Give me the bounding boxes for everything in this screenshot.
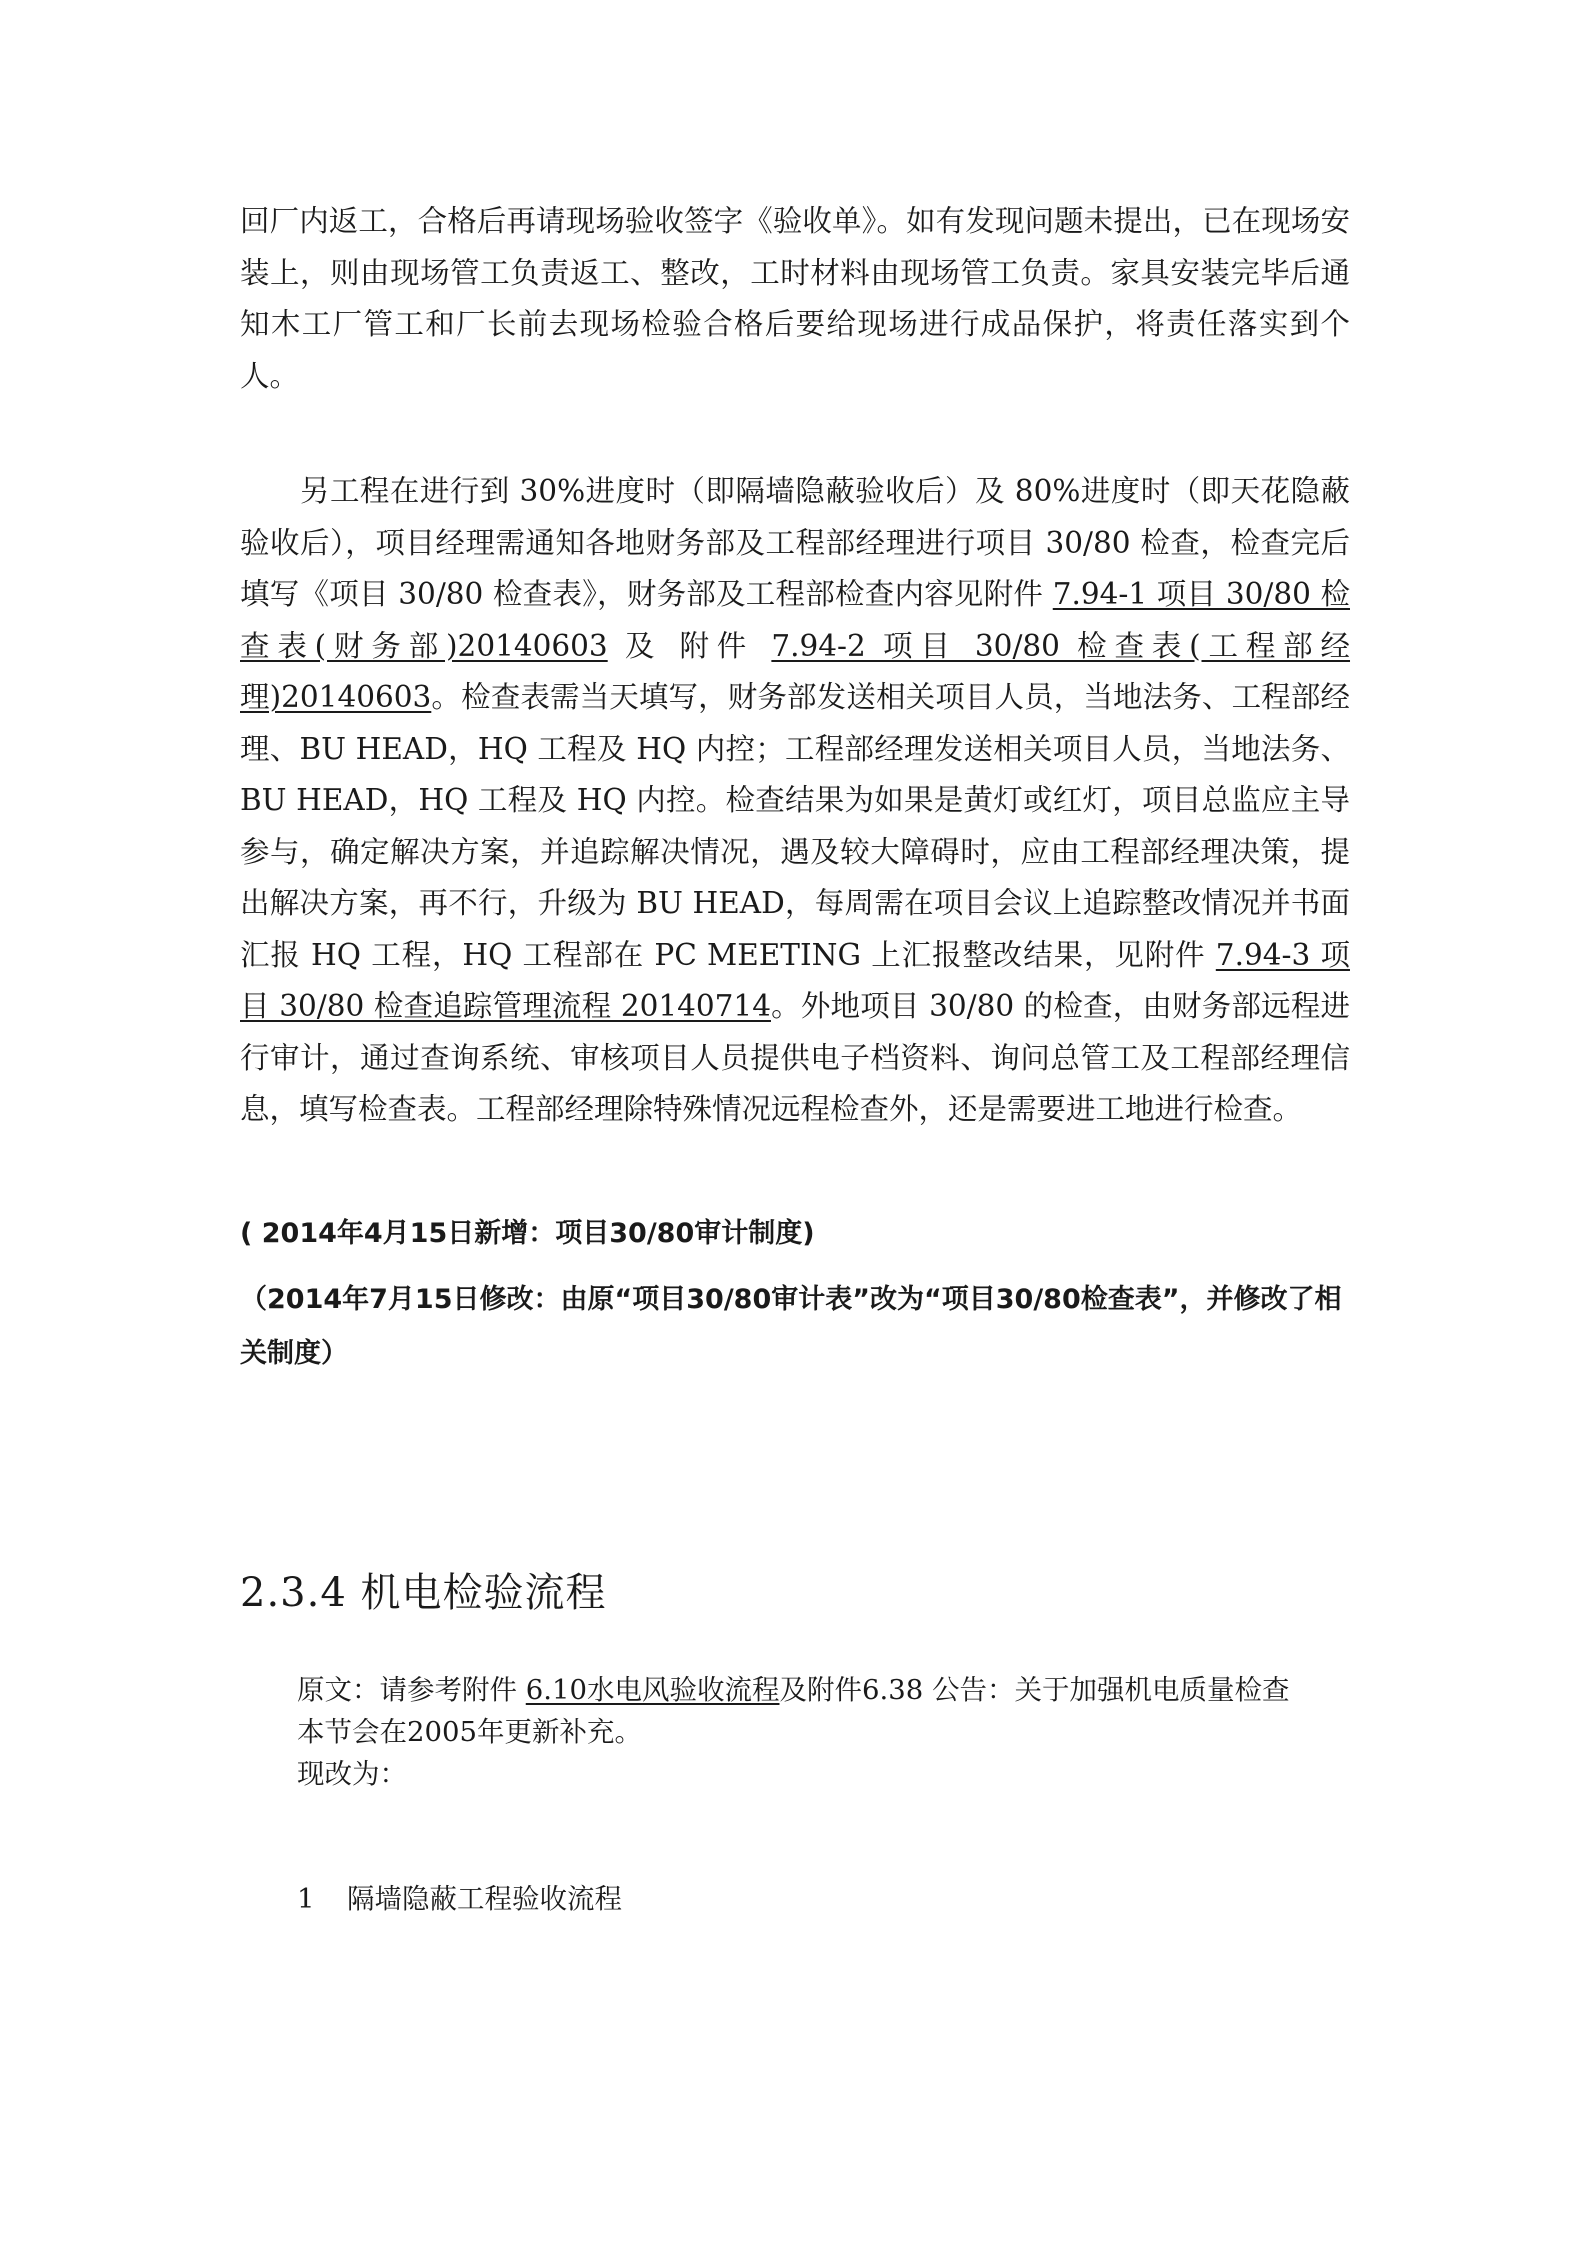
paragraph-text: 及 附件 [607, 628, 772, 663]
attachment-link-tracking-process[interactable]: 7.94-3 项目 30/80 检查追踪管理流程 20140714 [240, 937, 1350, 1023]
paragraph-text: 。外地项目 30/80 的检查，由财务部远程进行审计，通过查询系统、审核项目人员提供电子档资料、询问总管工及工程部经理信息，填写检查表。工程部经理除特殊情况远程检查外，还是需要进工地进行检查。 [240, 989, 1350, 1126]
paragraph-text: 。检查表需当天填写，财务部发送相关项目人员，当地法务、工程部经理、BU HEAD，HQ 工程及 HQ 内控；工程部经理发送相关项目人员，当地法务、BU HEAD，HQ 工程及 HQ 内控。检查结果为如果是黄灯或红灯，项目总监应主导参与，确定解决方案，并追踪解决情况，遇及较大障碍时，应由工程部经理决策，提出解决方案，再不行，升级为 BU HEAD，每周需在项目会议上追踪整改情况并书面汇报 HQ 工程，HQ 工程部在 PC MEETING 上汇报整改结果，见附件 [240, 680, 1350, 972]
attachment-link-engineering-checklist[interactable]: 7.94-2 项目 30/80 检查表(工程部经理)20140603 [240, 628, 1351, 714]
paragraph-text: 另工程在进行到 30%进度时（即隔墙隐蔽验收后）及 80%进度时（即天花隐蔽验收后），项目经理需通知各地财务部及工程部经理进行项目 30/80 检查，检查完后填写《项目 30/80 检查表》，财务部及工程部检查内容见附件 [240, 474, 1350, 611]
attachment-link-finance-checklist[interactable]: 7.94-1 项目 30/80 检查表(财务部)20140603 [240, 577, 1350, 663]
list-item-text: 隔墙隐蔽工程验收流程 [347, 1883, 622, 1915]
list-item-number: 1 [297, 1883, 315, 1915]
revision-note-added: ( 2014年4月15日新增：项目30/80审计制度) [240, 1218, 815, 1249]
attachment-link-mep-acceptance[interactable]: 6.10水电风验收流程 [525, 1674, 780, 1706]
list-item [297, 1878, 1407, 1920]
paragraph-furniture-acceptance: 回厂内返工，合格后再请现场验收签字《验收单》。如有发现问题未提出，已在现场安装上，则由现场管工负责返工、整改，工时材料由现场管工负责。家具安装完毕后通知木工厂管工和厂长前去现场检验合格后要给现场进行成品保护，将责任落实到个人。 [240, 204, 1350, 393]
update-note-line: 本节会在2005年更新补充。 [297, 1716, 642, 1748]
paragraph-text: 原文：请参考附件 [297, 1674, 526, 1706]
changed-to-line: 现改为： [297, 1758, 407, 1790]
section-body [240, 1669, 1350, 1795]
original-text-line [240, 1669, 1350, 1711]
section-heading: 2.3.4 机电检验流程 [240, 1570, 607, 1616]
paragraph-text: 及附件6.38 公告：关于加强机电质量检查 [779, 1674, 1290, 1706]
paragraph-30-80-inspection [240, 466, 1350, 1136]
revision-note-modified: （2014年7月15日修改：由原“项目30/80审计表”改为“项目30/80检查表”，并修改了相关制度） [240, 1284, 1342, 1369]
